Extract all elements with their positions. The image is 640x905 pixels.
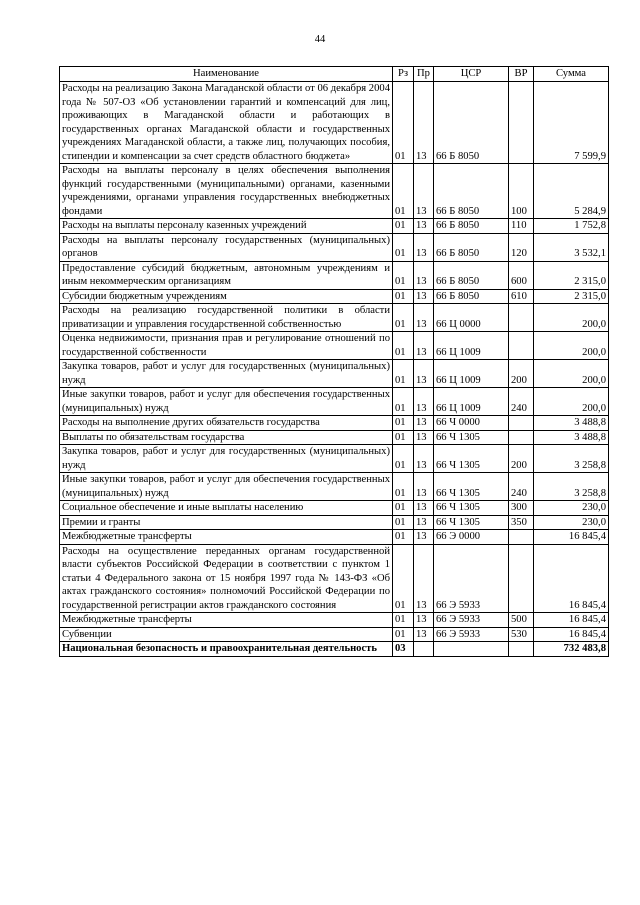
cell-vr: 240 [509,388,534,416]
cell-sum: 732 483,8 [534,642,609,657]
cell-vr [509,82,534,164]
table-row [60,515,609,530]
cell-rz: 01 [393,473,414,501]
cell-pr: 13 [414,544,434,613]
cell-sum: 5 284,9 [534,164,609,219]
cell-vr: 600 [509,261,534,289]
cell-sum: 230,0 [534,501,609,516]
cell-vr [509,416,534,431]
cell-csr: 66 Ц 1009 [434,332,509,360]
table-row [60,261,609,289]
cell-sum: 16 845,4 [534,613,609,628]
table-row [60,304,609,332]
cell-name: Закупка товаров, работ и услуг для государственных (муниципальных) нужд [60,360,393,388]
cell-pr: 13 [414,164,434,219]
cell-sum: 230,0 [534,515,609,530]
cell-rz: 01 [393,515,414,530]
cell-pr: 13 [414,304,434,332]
cell-pr: 13 [414,627,434,642]
cell-pr: 13 [414,233,434,261]
cell-csr: 66 Б 8050 [434,219,509,234]
cell-name: Национальная безопасность и правоохранительная деятельность [60,642,393,657]
cell-csr: 66 Б 8050 [434,82,509,164]
cell-name: Межбюджетные трансферты [60,613,393,628]
cell-csr: 66 Б 8050 [434,164,509,219]
cell-name: Закупка товаров, работ и услуг для государственных (муниципальных) нужд [60,445,393,473]
cell-csr: 66 Ц 1009 [434,360,509,388]
cell-name: Социальное обеспечение и иные выплаты населению [60,501,393,516]
cell-pr: 13 [414,289,434,304]
cell-rz: 01 [393,164,414,219]
cell-vr: 110 [509,219,534,234]
cell-sum: 2 315,0 [534,289,609,304]
cell-rz: 01 [393,82,414,164]
cell-csr [434,642,509,657]
cell-csr: 66 Ц 0000 [434,304,509,332]
cell-vr: 100 [509,164,534,219]
cell-csr: 66 Ч 1305 [434,501,509,516]
cell-sum: 3 488,8 [534,430,609,445]
table-row [60,416,609,431]
header-rz: Рз [393,67,414,82]
cell-name: Расходы на выплаты персоналу в целях обеспечения выполнения функций государственными (муниципальными) органами, казенными учреждениями, органами управления государственных внебюджетных фондами [60,164,393,219]
table-row [60,289,609,304]
cell-name: Расходы на осуществление переданных органам государственной власти субъектов Российской Федерации в соответствии с пунктом 1 статьи 4 Федерального закона от 15 ноября 1997 года № 143-ФЗ «Об актах гражданского состояния» полномочий Российской Федерации по государственной регистрации актов гражданского состояния [60,544,393,613]
header-vr: ВР [509,67,534,82]
cell-vr: 610 [509,289,534,304]
cell-sum: 2 315,0 [534,261,609,289]
table-row [60,627,609,642]
cell-rz: 01 [393,219,414,234]
cell-csr: 66 Э 5933 [434,544,509,613]
cell-vr: 350 [509,515,534,530]
cell-csr: 66 Ч 1305 [434,473,509,501]
table-row [60,164,609,219]
cell-pr: 13 [414,332,434,360]
budget-table [59,66,609,657]
table-row [60,233,609,261]
cell-rz: 01 [393,445,414,473]
table-row [60,388,609,416]
cell-csr: 66 Ч 1305 [434,430,509,445]
cell-csr: 66 Б 8050 [434,233,509,261]
cell-vr [509,530,534,545]
cell-sum: 200,0 [534,304,609,332]
cell-name: Выплаты по обязательствам государства [60,430,393,445]
cell-pr: 13 [414,416,434,431]
table-row [60,544,609,613]
table-row [60,473,609,501]
cell-pr: 13 [414,388,434,416]
header-pr: Пр [414,67,434,82]
table-row [60,360,609,388]
cell-rz: 01 [393,332,414,360]
cell-name: Расходы на реализацию Закона Магаданской области от 06 декабря 2004 года № 507-ОЗ «Об установлении гарантий и компенсаций для лиц, проживающих в Магаданской области и работающих в государственных органах Магаданской области и государственных учреждениях Магаданской области, а также лиц, получающих пособия, стипендии и компенсации за счет средств областного бюджета» [60,82,393,164]
cell-sum: 16 845,4 [534,627,609,642]
cell-vr: 200 [509,445,534,473]
cell-rz: 01 [393,501,414,516]
cell-name: Межбюджетные трансферты [60,530,393,545]
cell-rz: 01 [393,289,414,304]
table-row [60,613,609,628]
cell-rz: 01 [393,388,414,416]
cell-pr: 13 [414,501,434,516]
cell-rz: 01 [393,416,414,431]
cell-vr [509,544,534,613]
cell-pr [414,642,434,657]
cell-sum: 7 599,9 [534,82,609,164]
cell-csr: 66 Б 8050 [434,261,509,289]
table-row [60,332,609,360]
cell-name: Расходы на выплаты персоналу государственных (муниципальных) органов [60,233,393,261]
table-header-row [60,67,609,82]
cell-pr: 13 [414,530,434,545]
cell-sum: 200,0 [534,360,609,388]
cell-csr: 66 Ч 1305 [434,515,509,530]
cell-csr: 66 Ч 1305 [434,445,509,473]
cell-name: Иные закупки товаров, работ и услуг для обеспечения государственных (муниципальных) нужд [60,388,393,416]
cell-rz: 01 [393,613,414,628]
cell-sum: 3 488,8 [534,416,609,431]
cell-name: Расходы на выплаты персоналу казенных учреждений [60,219,393,234]
header-name: Наименование [60,67,393,82]
cell-csr: 66 Ч 0000 [434,416,509,431]
cell-vr: 500 [509,613,534,628]
cell-csr: 66 Э 0000 [434,530,509,545]
cell-rz: 01 [393,627,414,642]
table-row [60,82,609,164]
cell-vr: 240 [509,473,534,501]
cell-pr: 13 [414,430,434,445]
cell-csr: 66 Б 8050 [434,289,509,304]
cell-sum: 3 258,8 [534,445,609,473]
cell-pr: 13 [414,261,434,289]
cell-pr: 13 [414,219,434,234]
cell-name: Предоставление субсидий бюджетным, автономным учреждениям и иным некоммерческим организациям [60,261,393,289]
cell-sum: 16 845,4 [534,544,609,613]
cell-rz: 01 [393,261,414,289]
cell-vr [509,304,534,332]
cell-csr: 66 Э 5933 [434,613,509,628]
cell-vr: 530 [509,627,534,642]
cell-name: Премии и гранты [60,515,393,530]
cell-name: Расходы на выполнение других обязательств государства [60,416,393,431]
cell-name: Иные закупки товаров, работ и услуг для обеспечения государственных (муниципальных) нужд [60,473,393,501]
cell-csr: 66 Ц 1009 [434,388,509,416]
cell-pr: 13 [414,613,434,628]
cell-rz: 03 [393,642,414,657]
table-row [60,430,609,445]
cell-vr: 120 [509,233,534,261]
cell-rz: 01 [393,430,414,445]
cell-vr [509,430,534,445]
cell-pr: 13 [414,445,434,473]
cell-name: Расходы на реализацию государственной политики в области приватизации и управления государственной собственностью [60,304,393,332]
cell-rz: 01 [393,304,414,332]
cell-rz: 01 [393,544,414,613]
cell-vr [509,332,534,360]
cell-pr: 13 [414,82,434,164]
table-row [60,219,609,234]
cell-vr [509,642,534,657]
table-row [60,445,609,473]
page-number: 44 [314,34,326,45]
cell-rz: 01 [393,530,414,545]
table-row [60,530,609,545]
cell-name: Субвенции [60,627,393,642]
cell-vr: 300 [509,501,534,516]
cell-sum: 200,0 [534,388,609,416]
cell-vr: 200 [509,360,534,388]
cell-pr: 13 [414,360,434,388]
table-row [60,642,609,657]
cell-csr: 66 Э 5933 [434,627,509,642]
cell-sum: 3 532,1 [534,233,609,261]
header-csr: ЦСР [434,67,509,82]
cell-name: Субсидии бюджетным учреждениям [60,289,393,304]
cell-rz: 01 [393,233,414,261]
cell-pr: 13 [414,515,434,530]
table-row [60,501,609,516]
cell-sum: 1 752,8 [534,219,609,234]
cell-sum: 3 258,8 [534,473,609,501]
cell-pr: 13 [414,473,434,501]
cell-sum: 200,0 [534,332,609,360]
cell-rz: 01 [393,360,414,388]
cell-sum: 16 845,4 [534,530,609,545]
header-sum: Сумма [534,67,609,82]
cell-name: Оценка недвижимости, признания прав и регулирование отношений по государственной собственности [60,332,393,360]
